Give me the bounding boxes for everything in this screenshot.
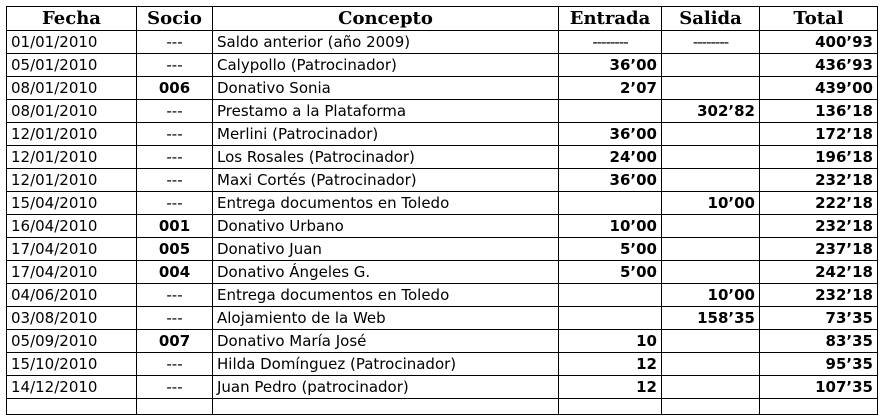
- cell-socio: ---: [137, 100, 213, 123]
- header-concepto: Concepto: [213, 7, 559, 31]
- cell-socio: ---: [137, 123, 213, 146]
- table-row: [7, 330, 878, 353]
- cell-fecha: 08/01/2010: [7, 77, 137, 100]
- cell-socio: ---: [137, 169, 213, 192]
- cell-fecha: 01/01/2010: [7, 31, 137, 54]
- ledger-table: [6, 6, 878, 415]
- cell-concepto: Entrega documentos en Toledo: [213, 284, 559, 307]
- cell-socio: 004: [137, 261, 213, 284]
- cell-fecha: 08/01/2010: [7, 100, 137, 123]
- header-entrada: Entrada: [559, 7, 662, 31]
- cell-entrada: 2’07: [559, 77, 662, 100]
- cell-total: 107’35: [760, 376, 878, 399]
- cell-socio: ---: [137, 146, 213, 169]
- cell-entrada: 5’00: [559, 261, 662, 284]
- cell-socio: ---: [137, 376, 213, 399]
- cell-total: 232’18: [760, 284, 878, 307]
- cell-fecha: [7, 399, 137, 415]
- cell-fecha: 15/04/2010: [7, 192, 137, 215]
- cell-fecha: 16/04/2010: [7, 215, 137, 238]
- cell-concepto: Donativo María José: [213, 330, 559, 353]
- cell-total: 95’35: [760, 353, 878, 376]
- table-row: [7, 54, 878, 77]
- table-row: [7, 192, 878, 215]
- cell-fecha: 12/01/2010: [7, 146, 137, 169]
- table-row: [7, 31, 878, 54]
- header-total: Total: [760, 7, 878, 31]
- cell-concepto: Entrega documentos en Toledo: [213, 192, 559, 215]
- header-fecha: Fecha: [7, 7, 137, 31]
- cell-salida: [662, 353, 760, 376]
- cell-socio: 007: [137, 330, 213, 353]
- cell-entrada: [559, 192, 662, 215]
- table-row: [7, 284, 878, 307]
- cell-total: 242’18: [760, 261, 878, 284]
- cell-fecha: 17/04/2010: [7, 238, 137, 261]
- cell-fecha: 05/09/2010: [7, 330, 137, 353]
- cell-entrada: 24’00: [559, 146, 662, 169]
- table-row: [7, 353, 878, 376]
- cell-concepto: Alojamiento de la Web: [213, 307, 559, 330]
- header-socio: Socio: [137, 7, 213, 31]
- cell-total: [760, 399, 878, 415]
- cell-socio: 006: [137, 77, 213, 100]
- cell-salida: [662, 123, 760, 146]
- cell-concepto: Donativo Ángeles G.: [213, 261, 559, 284]
- cell-fecha: 17/04/2010: [7, 261, 137, 284]
- cell-fecha: 12/01/2010: [7, 169, 137, 192]
- cell-concepto: Donativo Juan: [213, 238, 559, 261]
- cell-entrada: 5’00: [559, 238, 662, 261]
- cell-fecha: 03/08/2010: [7, 307, 137, 330]
- cell-salida: --------: [662, 31, 760, 54]
- cell-concepto: Los Rosales (Patrocinador): [213, 146, 559, 169]
- cell-salida: [662, 376, 760, 399]
- cell-entrada: 36’00: [559, 169, 662, 192]
- cell-socio: ---: [137, 31, 213, 54]
- table-row: [7, 123, 878, 146]
- table-row: [7, 238, 878, 261]
- cell-entrada: 12: [559, 353, 662, 376]
- cell-socio: ---: [137, 307, 213, 330]
- table-row: [7, 146, 878, 169]
- header-salida: Salida: [662, 7, 760, 31]
- cell-socio: 005: [137, 238, 213, 261]
- cell-entrada: 10’00: [559, 215, 662, 238]
- cell-total: 232’18: [760, 215, 878, 238]
- cell-salida: [662, 261, 760, 284]
- table-row: [7, 399, 878, 415]
- cell-entrada: 36’00: [559, 123, 662, 146]
- cell-concepto: Juan Pedro (patrocinador): [213, 376, 559, 399]
- cell-socio: ---: [137, 192, 213, 215]
- cell-fecha: 04/06/2010: [7, 284, 137, 307]
- table-row: [7, 215, 878, 238]
- cell-total: 196’18: [760, 146, 878, 169]
- cell-salida: [662, 238, 760, 261]
- cell-salida: [662, 330, 760, 353]
- cell-concepto: Prestamo a la Plataforma: [213, 100, 559, 123]
- cell-fecha: 15/10/2010: [7, 353, 137, 376]
- cell-fecha: 12/01/2010: [7, 123, 137, 146]
- cell-salida: 158’35: [662, 307, 760, 330]
- cell-salida: [662, 215, 760, 238]
- cell-entrada: --------: [559, 31, 662, 54]
- cell-concepto: Merlini (Patrocinador): [213, 123, 559, 146]
- cell-salida: [662, 77, 760, 100]
- cell-socio: 001: [137, 215, 213, 238]
- table-row: [7, 307, 878, 330]
- cell-entrada: 12: [559, 376, 662, 399]
- cell-salida: [662, 146, 760, 169]
- cell-total: 436’93: [760, 54, 878, 77]
- cell-entrada: 10: [559, 330, 662, 353]
- table-row: [7, 100, 878, 123]
- cell-total: 237’18: [760, 238, 878, 261]
- cell-entrada: [559, 399, 662, 415]
- cell-salida: [662, 399, 760, 415]
- cell-concepto: Donativo Sonia: [213, 77, 559, 100]
- cell-salida: 10’00: [662, 284, 760, 307]
- cell-fecha: 14/12/2010: [7, 376, 137, 399]
- cell-entrada: 36’00: [559, 54, 662, 77]
- cell-total: 439’00: [760, 77, 878, 100]
- cell-salida: [662, 54, 760, 77]
- cell-concepto: Saldo anterior (año 2009): [213, 31, 559, 54]
- cell-total: 222’18: [760, 192, 878, 215]
- table-row: [7, 261, 878, 284]
- cell-entrada: [559, 100, 662, 123]
- cell-salida: 302’82: [662, 100, 760, 123]
- cell-total: 232’18: [760, 169, 878, 192]
- cell-total: 136’18: [760, 100, 878, 123]
- cell-concepto: Hilda Domínguez (Patrocinador): [213, 353, 559, 376]
- cell-entrada: [559, 307, 662, 330]
- table-row: [7, 376, 878, 399]
- header-row: [7, 7, 878, 31]
- cell-total: 83’35: [760, 330, 878, 353]
- cell-socio: ---: [137, 353, 213, 376]
- cell-socio: ---: [137, 54, 213, 77]
- cell-salida: 10’00: [662, 192, 760, 215]
- cell-concepto: Maxi Cortés (Patrocinador): [213, 169, 559, 192]
- table-row: [7, 169, 878, 192]
- cell-fecha: 05/01/2010: [7, 54, 137, 77]
- cell-total: 73’35: [760, 307, 878, 330]
- cell-entrada: [559, 284, 662, 307]
- cell-concepto: [213, 399, 559, 415]
- cell-socio: [137, 399, 213, 415]
- cell-socio: ---: [137, 284, 213, 307]
- table-row: [7, 77, 878, 100]
- cell-concepto: Calypollo (Patrocinador): [213, 54, 559, 77]
- cell-total: 400’93: [760, 31, 878, 54]
- cell-salida: [662, 169, 760, 192]
- cell-concepto: Donativo Urbano: [213, 215, 559, 238]
- cell-total: 172’18: [760, 123, 878, 146]
